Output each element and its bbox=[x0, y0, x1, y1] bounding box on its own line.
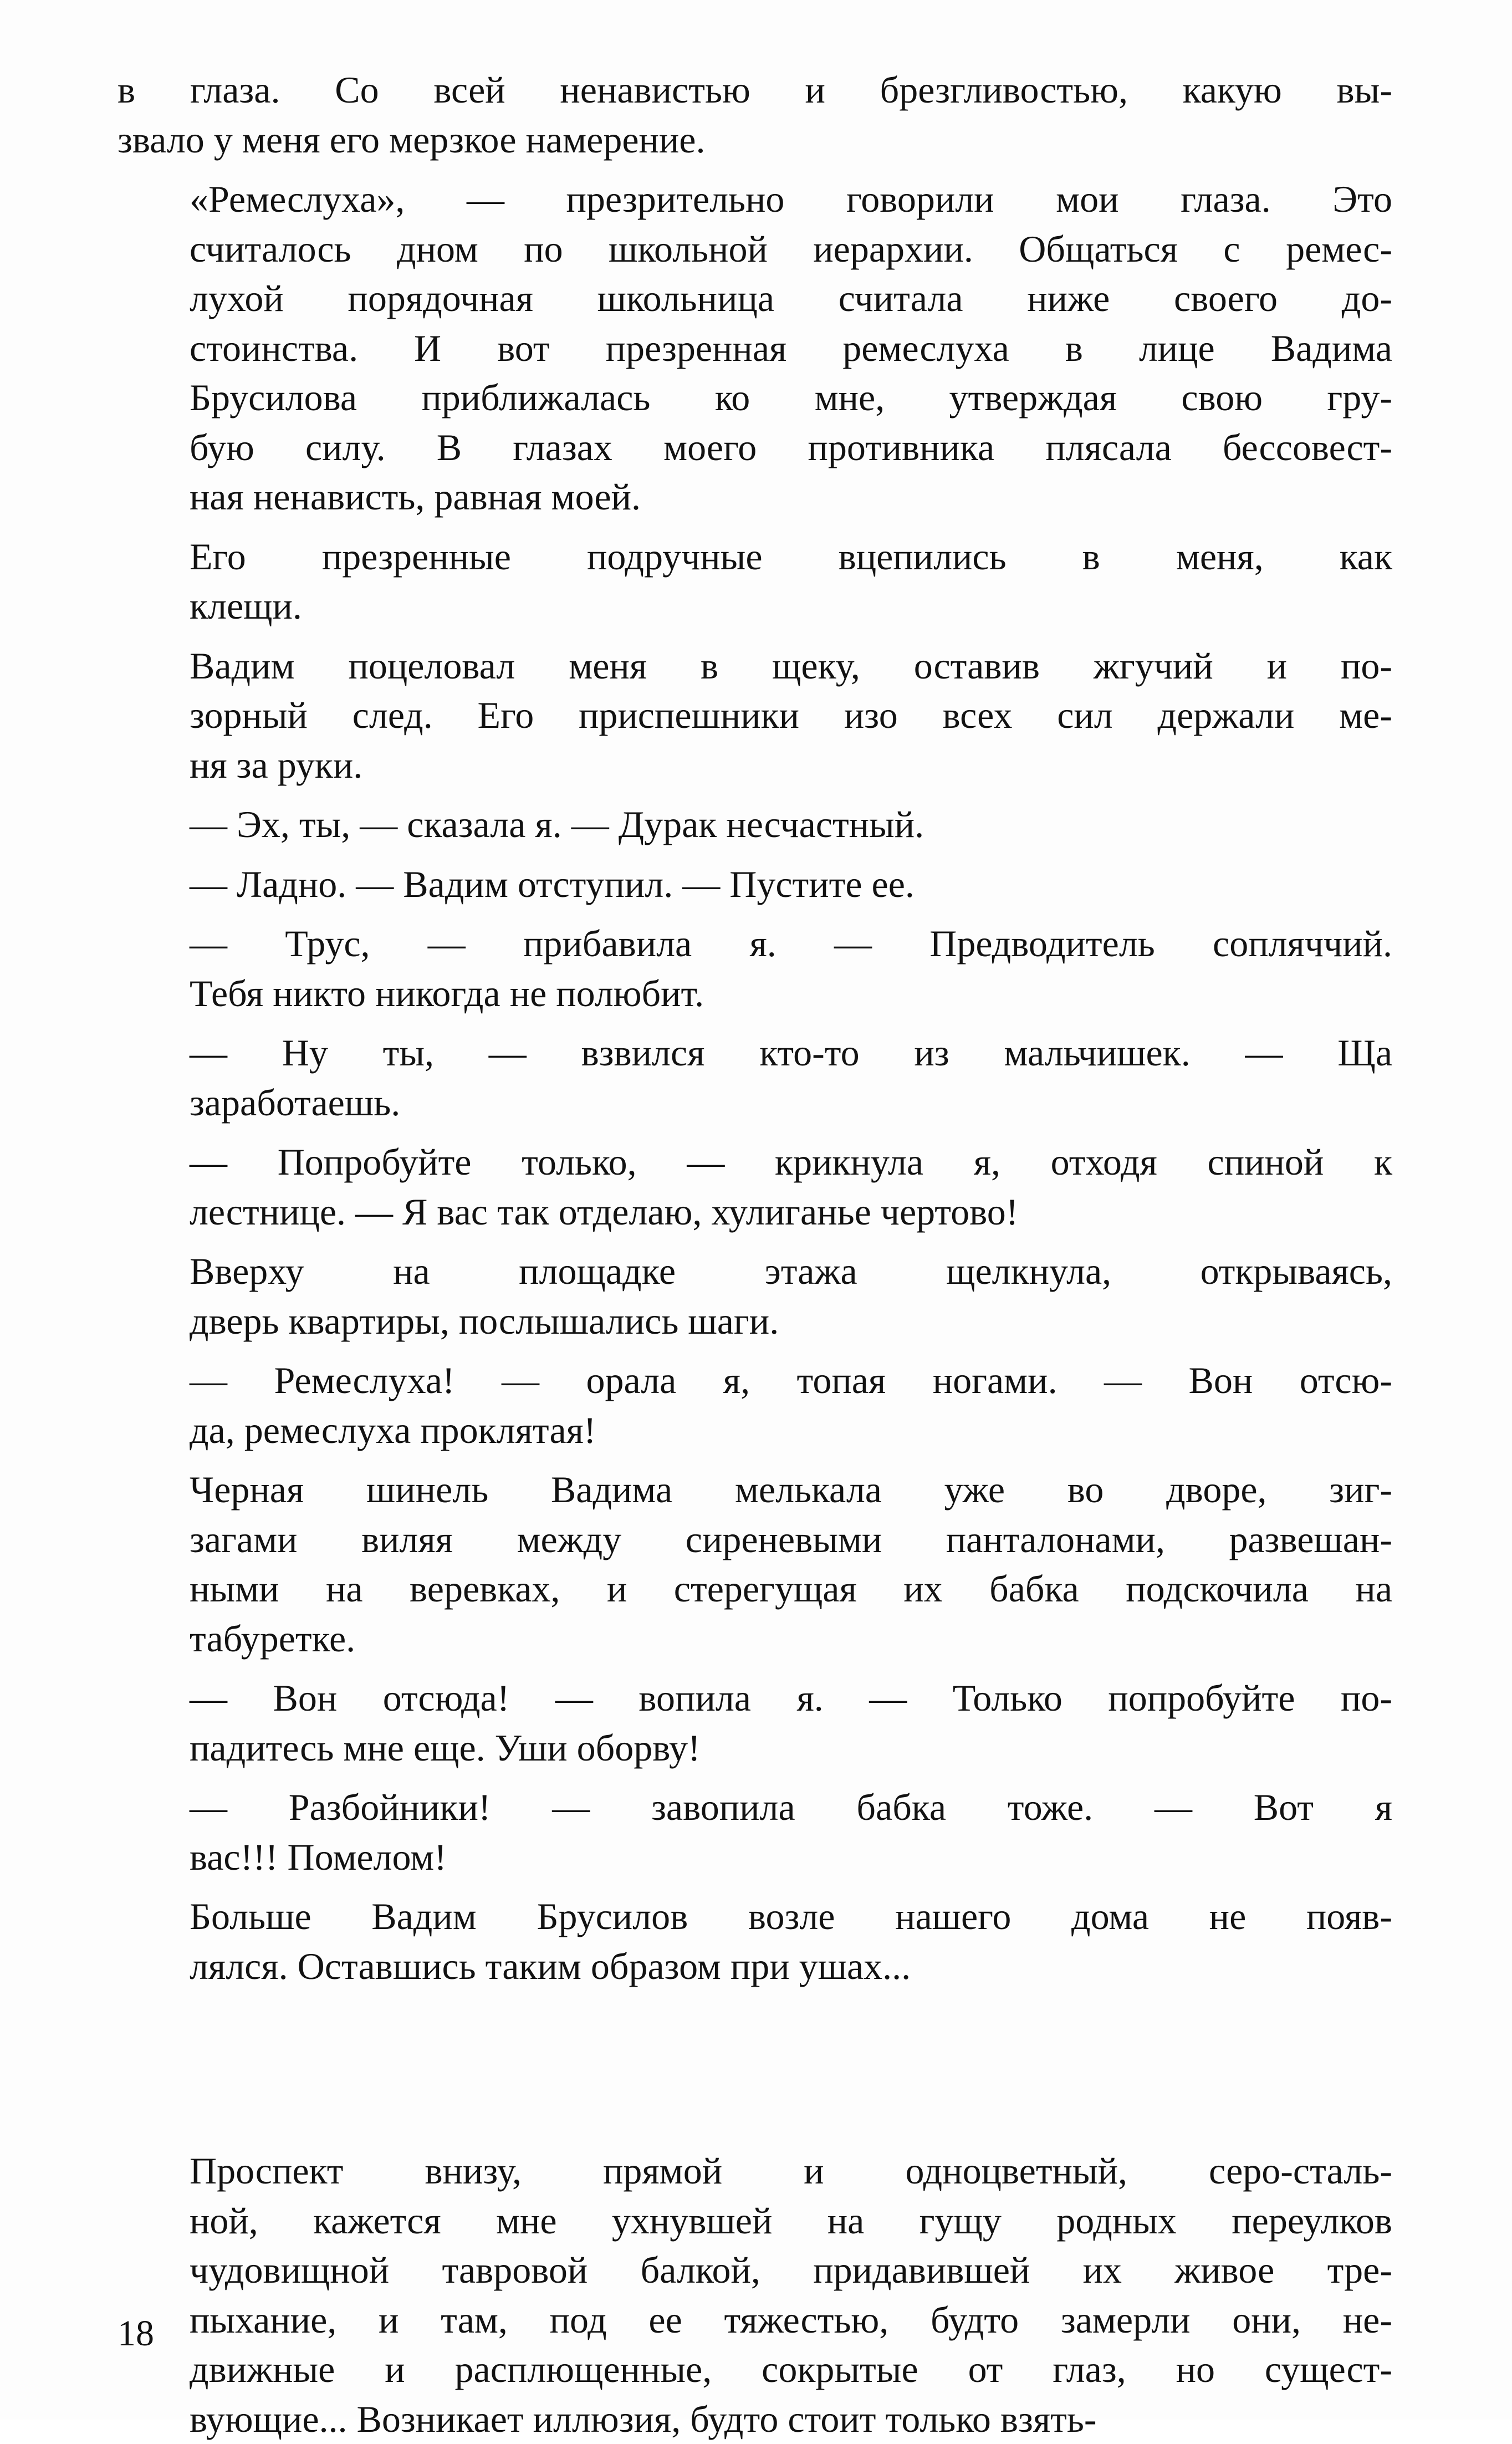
dialogue-line-5: — Попробуйте только, — крикнула я, отходя спиной к лестнице. — Я вас так отделаю, хулиганье чертово! bbox=[190, 1141, 1392, 1233]
paragraph-6: Черная шинель Вадима мелькала уже во дворе, зиг- загами виляя между сиреневыми панталонами, развешан- ными на веревках, и стерегущая их бабка подскочила на табуретке. bbox=[190, 1468, 1392, 1660]
page-body-text bbox=[118, 65, 1392, 2444]
dialogue-line-7: — Вон отсюда! — вопила я. — Только попробуйте по- падитесь мне еще. Уши оборву! bbox=[190, 1677, 1392, 1769]
paragraph-7: Больше Вадим Брусилов возле нашего дома не появ- лялся. Оставшись таким образом при ушах... bbox=[190, 1895, 1392, 1987]
page-number: 18 bbox=[118, 2313, 154, 2354]
dialogue-line-6: — Ремеслуха! — орала я, топая ногами. — Вон отсю- да, ремеслуха проклятая! bbox=[190, 1359, 1392, 1451]
paragraph-4: Вадим поцеловал меня в щеку, оставив жгучий и по- зорный след. Его приспешники изо всех сил держали ме- ня за руки. bbox=[190, 644, 1392, 786]
dialogue-line-2: — Ладно. — Вадим отступил. — Пустите ее. bbox=[190, 863, 915, 905]
paragraph-8: Проспект внизу, прямой и одноцветный, серо-сталь- ной, кажется мне ухнувшей на гущу родных переулков чудовищной тавровой балкой, придавившей их живое тре- пыхание, и там, под ее тяжестью, будто замерли они, не- движные и расплющенные, сокрытые от глаз, но сущест- вующие... Возникает иллюзия, будто стоит только взять- bbox=[190, 2150, 1392, 2440]
dialogue-line-8: — Разбойники! — завопила бабка тоже. — Вот я вас!!! Помелом! bbox=[190, 1786, 1392, 1878]
dialogue-line-4: — Ну ты, — взвился кто-то из мальчишек. — Ща заработаешь. bbox=[190, 1032, 1392, 1124]
paragraph-1: в глаза. Со всей ненавистью и брезгливостью, какую вы- звало у меня его мерзкое намерение. bbox=[118, 69, 1392, 161]
paragraph-3: Его презренные подручные вцепились в меня, как клещи. bbox=[190, 535, 1392, 627]
paragraph-5: Вверху на площадке этажа щелкнула, открываясь, дверь квартиры, послышались шаги. bbox=[190, 1250, 1392, 1342]
paragraph-2: «Ремеслуха», — презрительно говорили мои глаза. Это считалось дном по школьной иерархии. Общаться с ремес- лухой порядочная школьница считала ниже своего до- стоинства. И вот презренная ремеслуха в лице Вадима Брусилова приближалась ко мне, утверждая свою гру- бую силу. В глазах моего противника плясала бессовест- ная ненависть, равная моей. bbox=[190, 178, 1392, 518]
dialogue-line-3: — Трус, — прибавила я. — Предводитель сопляччий. Тебя никто никогда не полюбит. bbox=[190, 922, 1392, 1014]
dialogue-line-1: — Эх, ты, — сказала я. — Дурак несчастный. bbox=[190, 803, 924, 845]
